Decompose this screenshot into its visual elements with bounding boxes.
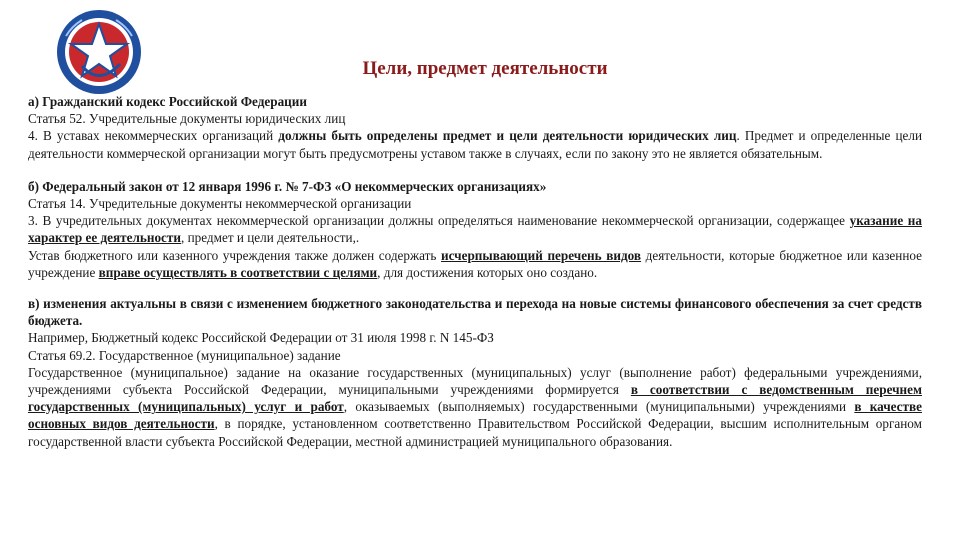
section-c-example: Например, Бюджетный кодекс Российской Федерации от 31 июля 1998 г. N 145-ФЗ [28, 330, 494, 346]
emblem-logo [52, 6, 146, 98]
emphasis: вправе осуществлять в соответствии с целями [98, 264, 378, 280]
section-a-article: Статья 52. Учредительные документы юридических лиц [28, 111, 346, 127]
section-b-paragraph-2: Устав бюджетного или казенного учреждения также должен содержать исчерпывающий перечень видов деятельности, которые бюджетное или казенное учреждение вправе осуществлять в соответствии с целями, для достижения которых оно создано. [28, 247, 922, 280]
emphasis: исчерпывающий перечень видов [441, 247, 642, 263]
emphasis: должны быть определены предмет и цели деятельности юридических лиц [278, 128, 737, 144]
star-emblem-icon [52, 6, 146, 98]
section-c-heading: в) изменения актуальны в связи с изменением бюджетного законодательства и перехода на новые системы финансового обеспечения за счет средств бюджета. [28, 296, 922, 329]
section-b-heading: б) Федеральный закон от 12 января 1996 г. № 7-ФЗ «О некоммерческих организациях» [28, 178, 547, 194]
section-a-heading: а) Гражданский кодекс Российской Федерации [28, 94, 307, 109]
section-b-article: Статья 14. Учредительные документы некоммерческой организации [28, 196, 412, 212]
emphasis: указание на характер ее деятельности [28, 213, 922, 246]
page-title: Цели, предмет деятельности [362, 58, 608, 79]
section-c-paragraph: Государственное (муниципальное) задание на оказание государственных (муниципальных) услуг (выполнение работ) федеральными учреждениями, учреждениями субъекта Российской Федерации, муниципальными учреждениями формируется в соответствии с ведомственным перечнем государственных (муниципальных) услуг и работ, оказываемых (выполняемых) государственными (муниципальными) учреждениями в качестве основных видов деятельности, в порядке, установленном соответственно Правительством Российской Федерации, высшим исполнительным органом государственной власти субъекта Российской Федерации, местной администрацией муниципального образования. [28, 364, 922, 449]
emphasis: в качестве основных видов деятельности [28, 399, 922, 432]
section-c-article: Статья 69.2. Государственное (муниципальное) задание [28, 347, 341, 363]
emphasis: в соответствии с ведомственным перечнем государственных (муниципальных) услуг и работ [28, 382, 922, 415]
section-b-paragraph-1: 3. В учредительных документах некоммерческой организации должны определяться наименование некоммерческой организации, содержащее указание на характер ее деятельности, предмет и цели деятельности,. [28, 213, 922, 246]
document-body [28, 93, 922, 450]
section-a-paragraph: 4. В уставах некоммерческих организаций должны быть определены предмет и цели деятельности юридических лиц. Предмет и определенные цели деятельности коммерческой организации могут быть предусмотрены уставом также в случаях, если по закону это не является обязательным. [28, 128, 923, 161]
